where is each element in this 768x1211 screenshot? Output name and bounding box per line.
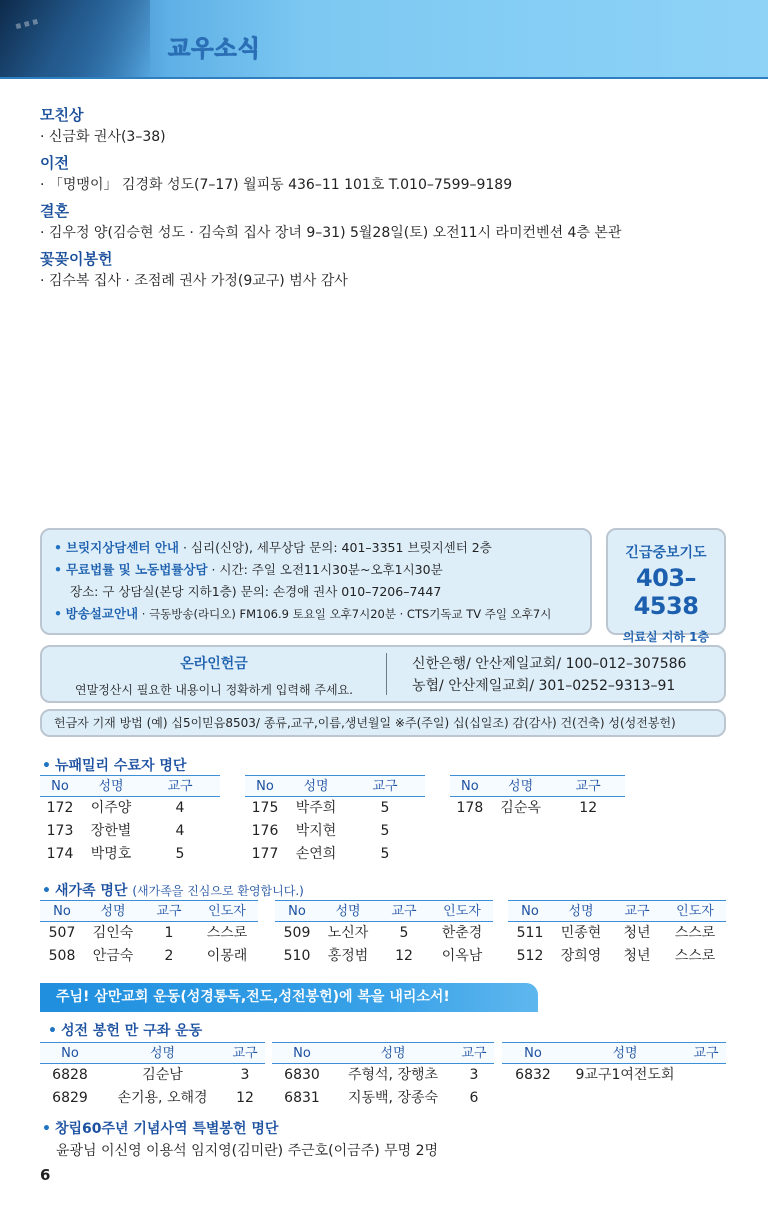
urgent-phone: 403–4538 bbox=[633, 564, 699, 620]
table-cell: 5 bbox=[380, 823, 390, 839]
table-cell: 174 bbox=[46, 846, 74, 862]
column-header: No bbox=[61, 1046, 79, 1061]
column-header: 성명 bbox=[98, 779, 124, 794]
urgent-prayer-box bbox=[606, 528, 726, 644]
table-cell: 508 bbox=[48, 948, 76, 964]
table-header bbox=[272, 1042, 494, 1064]
table-cell: 박지현 bbox=[295, 823, 337, 839]
news-heading: 결혼 bbox=[40, 202, 69, 220]
table-header bbox=[40, 900, 258, 922]
news-line: · 「명맹이」 김경화 성도(7–17) 월피동 436–11 101호 T.010–7599–9189 bbox=[40, 177, 513, 193]
header-banner bbox=[0, 0, 768, 78]
table-cell: 9교구1여전도회 bbox=[575, 1067, 675, 1083]
table-cell: 손연희 bbox=[295, 846, 337, 862]
legal-sub-info bbox=[54, 581, 590, 603]
bank-account: 신한은행/ 안산제일교회/ 100–012–307586 bbox=[412, 656, 687, 672]
table-cell: 173 bbox=[46, 823, 74, 839]
bank-account: 농협/ 안산제일교회/ 301–0252–9313–91 bbox=[412, 678, 676, 694]
table-cell: 5 bbox=[380, 800, 390, 816]
online-offering-subtitle: 연말정산시 필요한 내용이니 정확하게 입력해 주세요. bbox=[75, 683, 353, 697]
table-cell: 6 bbox=[469, 1090, 479, 1106]
column-header: No bbox=[521, 904, 539, 919]
offering-method-note: 헌금자 기재 방법 (예) 십5이믿음8503/ 종류,교구,이름,생년월일 ※주(주일) 십(십일조) 감(감사) 건(건축) 성(성전봉헌) bbox=[40, 709, 726, 737]
table-cell: 김인숙 bbox=[92, 925, 134, 941]
table-cell: 주형석, 장행초 bbox=[347, 1067, 439, 1083]
column-header: 성명 bbox=[303, 779, 329, 794]
table-cell: 김순남 bbox=[142, 1067, 183, 1083]
table-header bbox=[245, 775, 425, 797]
prayer-banner: 주님! 삼만교회 운동(성경통독,전도,성전봉헌)에 복을 내리소서! bbox=[40, 983, 538, 1012]
table-cell: 6831 bbox=[284, 1090, 320, 1106]
counsel-info-box bbox=[40, 528, 592, 635]
page-number: 6 bbox=[40, 1166, 51, 1184]
table-cell: 김순옥 bbox=[500, 800, 541, 816]
news-section bbox=[40, 100, 730, 292]
column-header: 교구 bbox=[156, 904, 182, 919]
table-cell: 6828 bbox=[52, 1067, 88, 1083]
newmembers-table bbox=[508, 900, 726, 968]
anniversary-names: 윤광님 이신영 이용석 임지영(김미란) 주근호(이금주) 무명 2명 bbox=[56, 1143, 439, 1159]
column-header: 교구 bbox=[575, 779, 601, 794]
table-cell: 한춘경 bbox=[441, 925, 483, 941]
table-cell: 청년 bbox=[623, 925, 651, 941]
table-cell: 6830 bbox=[284, 1067, 320, 1083]
newfamily-title bbox=[42, 755, 186, 775]
table-cell: 2 bbox=[164, 948, 174, 964]
table-cell: 12 bbox=[236, 1090, 254, 1106]
table-row bbox=[40, 945, 258, 968]
news-heading: 모친상 bbox=[40, 106, 84, 124]
newfamily-title-text: 뉴패밀리 수료자 명단 bbox=[54, 758, 187, 774]
column-header: 교구 bbox=[461, 1046, 487, 1061]
table-row bbox=[502, 1064, 726, 1087]
bridge-info bbox=[54, 537, 590, 559]
table-row bbox=[40, 820, 220, 843]
table-row bbox=[508, 922, 726, 945]
newmembers-title-text: 새가족 명단 bbox=[54, 883, 128, 899]
table-row bbox=[245, 797, 425, 820]
divider bbox=[386, 653, 387, 695]
legal-title: 무료법률 및 노동법률상담 bbox=[65, 562, 208, 577]
legal-sub: 장소: 구 상담실(본당 지하1층) 문의: 손경애 권사 010–7206–7447 bbox=[70, 584, 442, 599]
table-cell: 172 bbox=[46, 800, 74, 816]
table-cell: 1 bbox=[164, 925, 174, 941]
column-header: 성명 bbox=[568, 904, 594, 919]
news-line: · 신금화 권사(3–38) bbox=[40, 129, 166, 145]
table-cell: 스스로 bbox=[206, 925, 248, 941]
column-header: 교구 bbox=[167, 779, 193, 794]
table-header bbox=[40, 1042, 265, 1064]
table-cell: 12 bbox=[395, 948, 413, 964]
table-cell: 박주희 bbox=[295, 800, 337, 816]
column-header: 교구 bbox=[232, 1046, 258, 1061]
table-cell: 510 bbox=[283, 948, 311, 964]
table-row bbox=[275, 945, 493, 968]
table-cell: 손기용, 오해경 bbox=[117, 1090, 208, 1106]
offering-title bbox=[48, 1020, 202, 1040]
broadcast-text: · 극동방송(라디오) FM106.9 토요일 오후7시20분 · CTS기독교 TV 주일 오후7시 bbox=[138, 607, 552, 621]
column-header: No bbox=[53, 904, 71, 919]
news-heading: 꽃꽂이봉헌 bbox=[40, 250, 113, 268]
table-cell: 이몽래 bbox=[206, 948, 248, 964]
table-row bbox=[245, 843, 425, 866]
header-rule bbox=[0, 77, 768, 79]
table-cell: 4 bbox=[175, 823, 185, 839]
online-offering-left bbox=[42, 647, 386, 701]
news-line: · 김우정 양(김승현 성도 · 김숙희 집사 장녀 9–31) 5월28일(토) 오전11시 라미컨벤션 4층 본관 bbox=[40, 225, 622, 241]
table-cell: 507 bbox=[48, 925, 76, 941]
table-cell: 이옥남 bbox=[441, 948, 483, 964]
table-row bbox=[40, 1087, 265, 1110]
online-offering-title: 온라인헌금 bbox=[180, 656, 248, 672]
newfamily-table bbox=[40, 775, 220, 866]
table-cell: 박명호 bbox=[90, 846, 132, 862]
table-cell: 5 bbox=[175, 846, 185, 862]
offering-table bbox=[272, 1042, 494, 1110]
broadcast-info bbox=[54, 603, 590, 625]
column-header: 인도자 bbox=[208, 904, 246, 919]
table-cell: 노신자 bbox=[327, 925, 369, 941]
table-cell: 6832 bbox=[515, 1067, 551, 1083]
table-cell: 6829 bbox=[52, 1090, 88, 1106]
table-cell bbox=[686, 1064, 726, 1087]
urgent-location: 의료실 지하 1층 bbox=[622, 630, 710, 644]
online-offering-box bbox=[40, 645, 726, 703]
column-header: No bbox=[288, 904, 306, 919]
column-header: 인도자 bbox=[443, 904, 481, 919]
column-header: 성명 bbox=[149, 1046, 176, 1061]
table-row bbox=[245, 820, 425, 843]
column-header: No bbox=[256, 779, 274, 794]
table-row bbox=[450, 797, 625, 820]
column-header: 교구 bbox=[624, 904, 650, 919]
offering-table bbox=[502, 1042, 726, 1087]
column-header: No bbox=[524, 1046, 542, 1061]
table-row bbox=[508, 945, 726, 968]
newmembers-table bbox=[275, 900, 493, 968]
table-row bbox=[40, 922, 258, 945]
bridge-text: · 심리(신앙), 세무상담 문의: 401–3351 브릿지센터 2층 bbox=[179, 540, 492, 555]
table-header bbox=[508, 900, 726, 922]
table-cell: 5 bbox=[380, 846, 390, 862]
bullet: • bbox=[54, 562, 62, 577]
table-cell: 스스로 bbox=[674, 925, 716, 941]
bullet: • bbox=[54, 606, 62, 621]
bullet: • bbox=[42, 1121, 51, 1137]
banner-photo: ⋯ bbox=[0, 0, 150, 78]
table-row bbox=[272, 1087, 494, 1110]
table-row bbox=[40, 843, 220, 866]
offering-table bbox=[40, 1042, 265, 1110]
table-cell: 안금숙 bbox=[92, 948, 134, 964]
bullet: • bbox=[42, 883, 51, 899]
table-header bbox=[502, 1042, 726, 1064]
newfamily-table bbox=[450, 775, 625, 820]
table-cell: 3 bbox=[240, 1067, 250, 1083]
bullet: • bbox=[54, 540, 62, 555]
page-title: 교우소식 bbox=[168, 36, 261, 62]
bullet: • bbox=[42, 758, 51, 774]
table-header bbox=[275, 900, 493, 922]
table-cell: 178 bbox=[456, 800, 484, 816]
table-cell: 5 bbox=[399, 925, 409, 941]
table-cell: 이주양 bbox=[90, 800, 132, 816]
column-header: 인도자 bbox=[676, 904, 714, 919]
offering-title-text: 성전 봉헌 만 구좌 운동 bbox=[60, 1023, 203, 1039]
column-header: 교구 bbox=[391, 904, 417, 919]
table-cell: 12 bbox=[579, 800, 598, 816]
news-heading: 이전 bbox=[40, 154, 69, 172]
table-cell: 스스로 bbox=[674, 948, 716, 964]
column-header: 성명 bbox=[612, 1046, 638, 1061]
column-header: 성명 bbox=[380, 1046, 406, 1061]
bridge-title: 브릿지상담센터 안내 bbox=[65, 540, 180, 555]
table-row bbox=[272, 1064, 494, 1087]
column-header: 성명 bbox=[508, 779, 534, 794]
anniversary-title-text: 창립60주년 기념사역 특별봉헌 명단 bbox=[54, 1121, 279, 1137]
bank-accounts bbox=[412, 653, 686, 697]
table-cell: 4 bbox=[175, 800, 185, 816]
table-cell: 지동백, 장종숙 bbox=[347, 1090, 439, 1106]
table-cell: 177 bbox=[251, 846, 279, 862]
table-cell: 511 bbox=[516, 925, 544, 941]
anniversary-title bbox=[42, 1118, 278, 1138]
table-header bbox=[40, 775, 220, 797]
table-row bbox=[40, 797, 220, 820]
newfamily-table bbox=[245, 775, 425, 866]
column-header: 교구 bbox=[693, 1046, 719, 1061]
table-cell: 장희영 bbox=[560, 948, 602, 964]
column-header: 성명 bbox=[335, 904, 361, 919]
urgent-title: 긴급중보기도 bbox=[625, 545, 707, 561]
column-header: 성명 bbox=[100, 904, 126, 919]
table-cell: 512 bbox=[516, 948, 544, 964]
legal-info bbox=[54, 559, 590, 581]
legal-text: · 시간: 주일 오전11시30분~오후1시30분 bbox=[207, 562, 443, 577]
table-cell: 장한별 bbox=[90, 823, 132, 839]
newmembers-table bbox=[40, 900, 258, 968]
broadcast-title: 방송설교안내 bbox=[65, 606, 139, 621]
table-cell: 176 bbox=[251, 823, 279, 839]
table-cell: 민종현 bbox=[560, 925, 602, 941]
table-cell: 홍정범 bbox=[327, 948, 369, 964]
table-cell: 청년 bbox=[623, 948, 651, 964]
column-header: No bbox=[461, 779, 479, 794]
table-header bbox=[450, 775, 625, 797]
column-header: 교구 bbox=[372, 779, 398, 794]
column-header: No bbox=[51, 779, 69, 794]
bullet: • bbox=[48, 1023, 57, 1039]
newmembers-title bbox=[42, 880, 304, 900]
table-cell: 509 bbox=[283, 925, 311, 941]
news-line: · 김수복 집사 · 조점례 권사 가정(9교구) 범사 감사 bbox=[40, 273, 348, 289]
column-header: No bbox=[293, 1046, 311, 1061]
table-row bbox=[40, 1064, 265, 1087]
table-cell: 175 bbox=[251, 800, 279, 816]
table-row bbox=[275, 922, 493, 945]
newmembers-note: (새가족을 진심으로 환영합니다.) bbox=[132, 884, 304, 898]
table-cell: 3 bbox=[469, 1067, 479, 1083]
